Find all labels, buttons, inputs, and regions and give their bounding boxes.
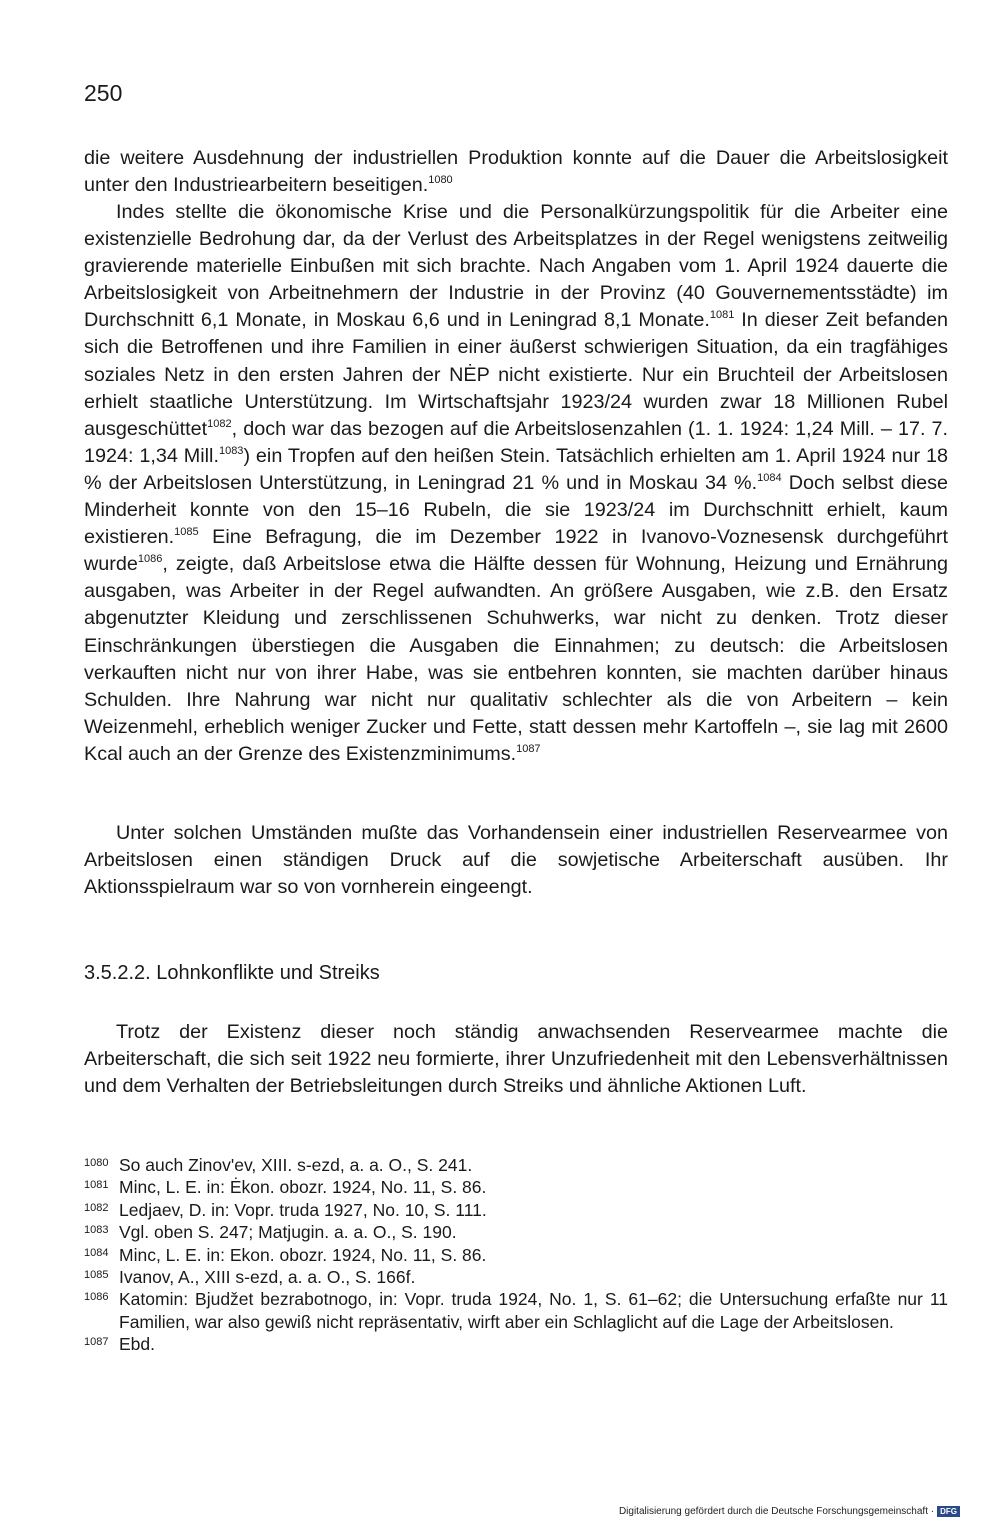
footnote-ref: 1085 — [174, 526, 199, 539]
text: die weitere Ausdehnung der industriellen Produktion konnte auf die Dauer die Arbeitslosigkeit unter den Industriearbeitern beseitigen. — [84, 147, 948, 197]
text: ) ein Tropfen auf den heißen Stein. Tatsächlich erhielten am 1. April 1924 nur 18 % der Arbeitslosen Unterstützung, in Leningrad 21 % und in Moskau 34 %. — [84, 444, 948, 494]
footnote-ref: 1083 — [218, 444, 244, 457]
footnote-text: Minc, L. E. in: Ekon. obozr. 1924, No. 11, S. 86. — [119, 1244, 487, 1265]
text: , zeigte, daß Arbeitslose etwa die Hälfte dessen für Wohnung, Heizung und Ernährung ausgaben, was Arbeiter in der Regel aufwandten. An größere Ausgaben, wie z.B. den Ersatz abgenutzter Kleidung und zerschlissenen Schuhwerks, war nicht zu denken. Trotz dieser Einschränkungen überstiegen die Ausgaben die Einnahmen; zu deutsch: die Arbeitslosen verkauften nicht nur von ihrer Habe, was sie entbehren konnten, sie machten darüber hinaus Schulden. Ihre Nahrung war nicht nur qualitativ schlechter als die von Arbeitern – kein Weizenmehl, erheblich weniger Zucker und Fette, statt dessen mehr Kartoffeln –, sie lag mit 2600 Kcal auch an der Grenze des Existenzminimums. — [84, 553, 948, 765]
footnote-text: Ivanov, A., XIII s-ezd, a. a. O., S. 166f. — [119, 1267, 416, 1288]
paragraph-4: Trotz der Existenz dieser noch ständig anwachsenden Reservearmee machte die Arbeiterschaft, die sich seit 1922 neu formierte, ihrer Unzufriedenheit mit den Lebensverhältnissen und dem Verhalten der Betriebsleitungen durch Streiks und ähnliche Aktionen Luft. — [84, 1021, 948, 1098]
footnote-text: Katomin: Bjudžet bezrabotnogo, in: Vopr. truda 1924, No. 1, S. 61–62; die Untersuchung erfaßte nur 11 Familien, war also gewiß nicht repräsentativ, wirft aber ein Schlaglicht auf die Lage der Arbeitslosen. — [119, 1289, 948, 1332]
text: In dieser Zeit befanden sich die Betroffenen und ihre Familien in einer äußerst schwierigen Situation, da ein tragfähiges soziales Netz in den ersten Jahren der NĖP nicht existierte. Nur ein Bruchteil der Arbeitslosen erhielt staatliche Unterstützung. Im Wirtschaftsjahr 1923/24 wurden zwar 18 Millionen Rubel ausgeschüttet — [84, 309, 948, 440]
footnote-number: 1080 — [84, 1157, 109, 1169]
dfg-logo: DFG — [937, 1506, 960, 1517]
footnote-text: So auch Zinov'ev, XIII. s-ezd, a. a. O., S. 241. — [119, 1155, 473, 1175]
footnote-number: 1085 — [84, 1269, 109, 1282]
footnote — [84, 1244, 948, 1266]
footnote — [84, 1154, 948, 1176]
footnote-text: Ebd. — [119, 1334, 155, 1355]
paragraph-2 — [84, 199, 948, 768]
footnote-number: 1081 — [84, 1179, 109, 1192]
page-number: 250 — [84, 80, 123, 106]
footnote-number: 1087 — [84, 1336, 109, 1349]
footnote — [84, 1221, 948, 1243]
footnote — [84, 1199, 948, 1221]
footnote — [84, 1333, 948, 1355]
footnote-ref: 1081 — [709, 309, 735, 322]
credit-text: Digitalisierung gefördert durch die Deutsche Forschungsgemeinschaft · — [618, 1506, 935, 1517]
footnote-ref: 1084 — [757, 471, 782, 484]
footnote-text: Ledjaev, D. in: Vopr. truda 1927, No. 10, S. 111. — [119, 1199, 487, 1220]
paragraph-3: Unter solchen Umständen mußte das Vorhandensein einer industriellen Reservearmee von Arbeitslosen einen ständigen Druck auf die sowjetische Arbeiterschaft ausüben. Ihr Aktionsspielraum war so von vornherein eingeengt. — [84, 822, 948, 899]
footnote-ref: 1086 — [137, 553, 163, 566]
footnote — [84, 1266, 948, 1288]
text: Eine Befragung, die im Dezember 1922 in Ivanovo-Voznesensk durchgeführt wurde — [84, 526, 948, 576]
footnote-number: 1082 — [84, 1201, 109, 1214]
footnote-ref: 1082 — [207, 417, 232, 430]
paragraph-1 — [84, 145, 948, 199]
text: Indes stellte die ökonomische Krise und die Personalkürzungspolitik für die Arbeiter eine existenzielle Bedrohung dar, da der Verlust des Arbeitsplatzes in der Regel wenigstens zeitweilig gravierende materielle Einbußen mit sich brachte. Nach Angaben vom 1. April 1924 dauerte die Arbeitslosigkeit von Arbeitnehmern der Industrie in der Provinz (40 Gouvernementsstädte) im Durchschnitt 6,1 Monate, in Moskau 6,6 und in Leningrad 8,1 Monate. — [84, 201, 948, 332]
footnotes — [84, 1154, 948, 1356]
footnote-text: Vgl. oben S. 247; Matjugin. a. a. O., S. 190. — [119, 1222, 457, 1243]
digitization-credit — [619, 1506, 960, 1517]
section-heading: 3.5.2.2. Lohnkonflikte und Streiks — [84, 962, 380, 984]
footnote — [84, 1288, 948, 1333]
footnote-text: Minc, L. E. in: Ėkon. obozr. 1924, No. 11, S. 86. — [119, 1177, 487, 1198]
footnote-ref: 1080 — [428, 174, 453, 187]
footnote-number: 1083 — [84, 1224, 109, 1237]
text: , doch war das bezogen auf die Arbeitslosenzahlen (1. 1. 1924: 1,24 Mill. – 17. 7. 1924: 1,34 Mill. — [84, 417, 948, 467]
footnote-number: 1084 — [84, 1246, 109, 1259]
footnote — [84, 1176, 948, 1198]
footnote-number: 1086 — [84, 1291, 109, 1304]
footnote-ref: 1087 — [516, 742, 541, 755]
text: Doch selbst diese Minderheit konnte von den 15–16 Rubeln, die sie 1923/24 im Durchschnitt erhielt, kaum existieren. — [84, 471, 948, 549]
